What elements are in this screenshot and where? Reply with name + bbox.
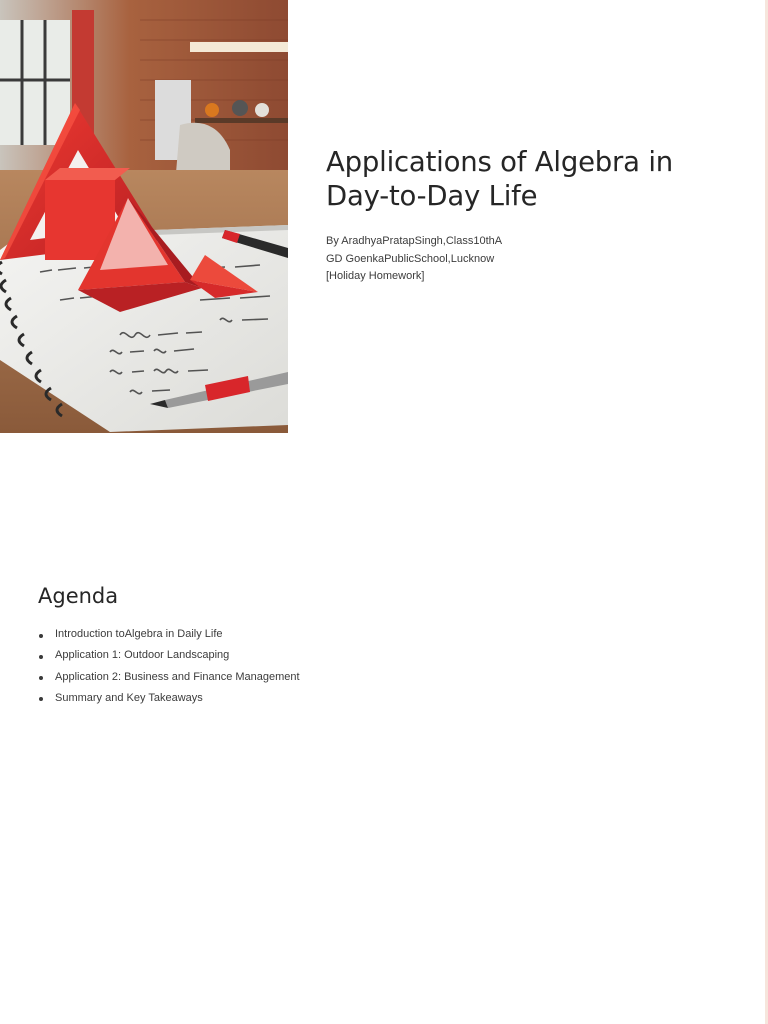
- agenda-item-label: Application 2: Business and Finance Management: [55, 670, 300, 683]
- agenda-item: [38, 688, 718, 709]
- cover-image: [0, 0, 288, 433]
- agenda-item: [38, 645, 718, 666]
- byline-note: [Holiday Homework]: [326, 270, 425, 282]
- presentation-title: [326, 145, 746, 213]
- agenda-heading: Agenda: [38, 584, 119, 608]
- agenda-section: [38, 580, 718, 709]
- title-block: [326, 145, 746, 286]
- agenda-item-label: Introduction toAlgebra in Daily Life: [55, 628, 223, 640]
- title-line-2: Day-to-Day Life: [326, 180, 538, 212]
- agenda-item-label: Application 1: Outdoor Landscaping: [55, 649, 230, 662]
- byline-school: GD GoenkaPublicSchool,Lucknow: [326, 252, 495, 265]
- bullet-icon: [39, 634, 43, 638]
- window: [0, 20, 70, 145]
- agenda-item: [38, 667, 718, 688]
- bullet-icon: [39, 676, 43, 680]
- byline: [326, 233, 746, 286]
- agenda-item-label: Summary and Key Takeaways: [55, 691, 203, 704]
- bullet-icon: [39, 655, 43, 659]
- byline-author: By AradhyaPratapSingh,Class10thA: [326, 235, 503, 247]
- title-line-1: Applications of Algebra in: [326, 146, 674, 178]
- agenda-list: [38, 624, 718, 709]
- bullet-icon: [39, 697, 43, 701]
- agenda-item: [38, 624, 718, 645]
